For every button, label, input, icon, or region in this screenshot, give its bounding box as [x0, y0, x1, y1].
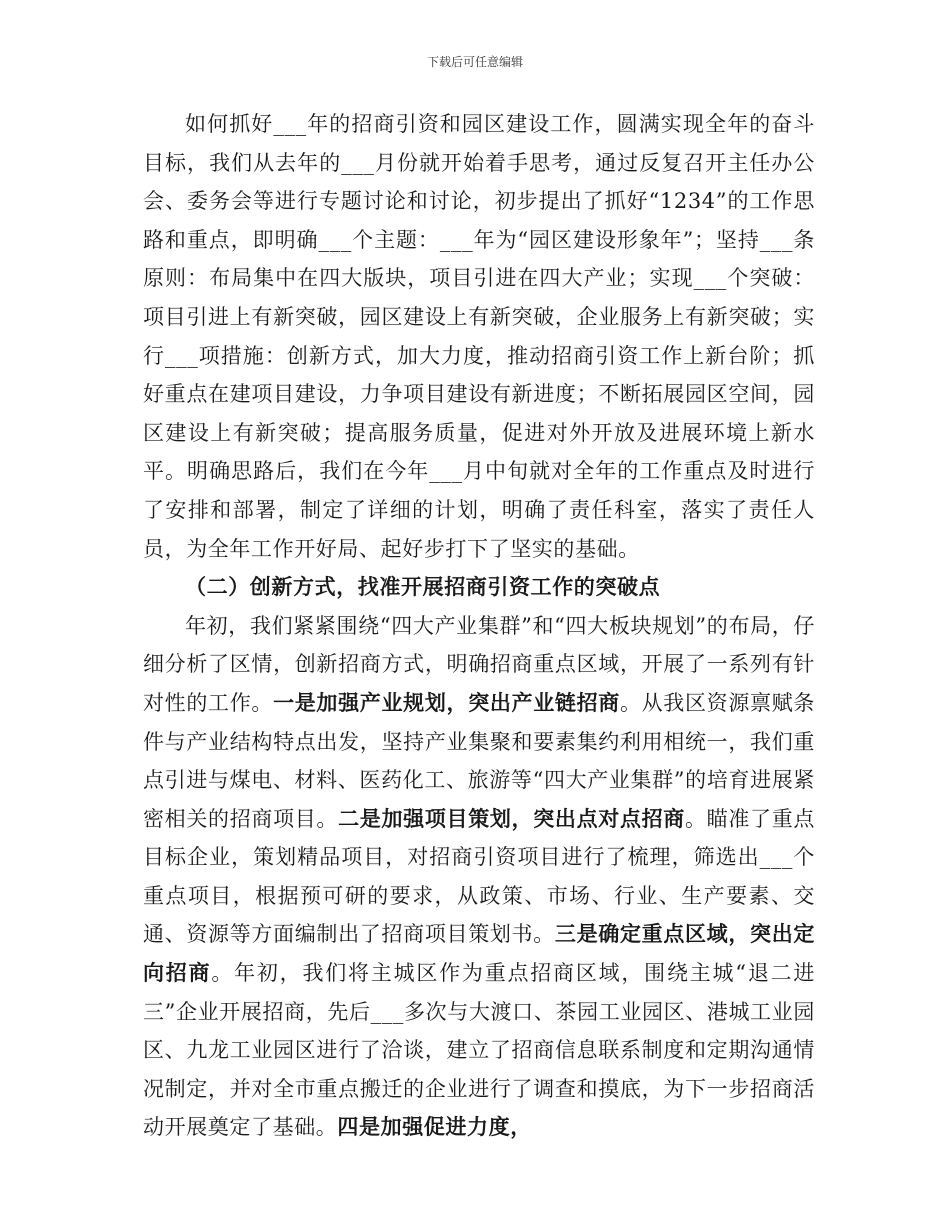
document-body: [143, 105, 815, 1147]
bold-point-four: 四是加强促进力度，: [337, 1114, 532, 1140]
paragraph-segment: 。从我区资源禀赋条件与产业结构特点出发，坚持产业集聚和要素集约利用相统一，我们重点引进与煤电、材料、医药化工、旅游等“四大产业集群”的培育进展紧密相关的招商项目。: [143, 690, 815, 831]
paragraph-segment: 。年初，我们将主城区作为重点招商区域，围绕主城“退二进三”企业开展招商，先后___多次与大渡口、茶园工业园区、港城工业园区、九龙工业园区进行了洽谈，建立了招商信息联系制度和定期沟通情况制定，并对全市重点搬迁的企业进行了调查和摸底，为下一步招商活动开展奠定了基础。: [143, 961, 815, 1140]
bold-point-three: 三是确定重点区域，突出定向招商: [143, 921, 815, 986]
bold-point-one: 一是加强产业规划，突出产业链招商: [273, 689, 620, 715]
paragraph-innovation: [143, 607, 815, 1147]
page-header: 下载后可任意编辑: [426, 55, 523, 69]
paragraph-segment: 。瞄准了重点目标企业，策划精品项目，对招商引资项目进行了梳理，筛选出___个重点项目，根据预可研的要求，从政策、市场、行业、生产要素、交通、资源等方面编制出了招商项目策划书。: [143, 806, 815, 947]
paragraph-segment: 年初，我们紧紧围绕“四大产业集群”和“四大板块规划”的布局，仔细分析了区情，创新招商方式，明确招商重点区域，开展了一系列有针对性的工作。: [143, 613, 815, 715]
bold-point-two: 二是加强项目策划，突出点对点招商: [338, 805, 685, 831]
paragraph-work-plan: 如何抓好___年的招商引资和园区建设工作，圆满实现全年的奋斗目标，我们从去年的___月份就开始着手思考，通过反复召开主任办公会、委务会等进行专题讨论和讨论，初步提出了抓好“1234”的工作思路和重点，即明确___个主题：___年为“园区建设形象年”；坚持___条原则：布局集中在四大版块，项目引进在四大产业；实现___个突破：项目引进上有新突破，园区建设上有新突破，企业服务上有新突破；实行___项措施：创新方式，加大力度，推动招商引资工作上新台阶；抓好重点在建项目建设，力争项目建设有新进度；不断拓展园区空间，园区建设上有新突破；提高服务质量，促进对外开放及进展环境上新水平。明确思路后，我们在今年___月中旬就对全年的工作重点及时进行了安排和部署，制定了详细的计划，明确了责任科室，落实了责任人员，为全年工作开好局、起好步打下了坚实的基础。: [143, 112, 815, 561]
section-heading: （二）创新方式，找准开展招商引资工作的突破点: [185, 574, 661, 600]
